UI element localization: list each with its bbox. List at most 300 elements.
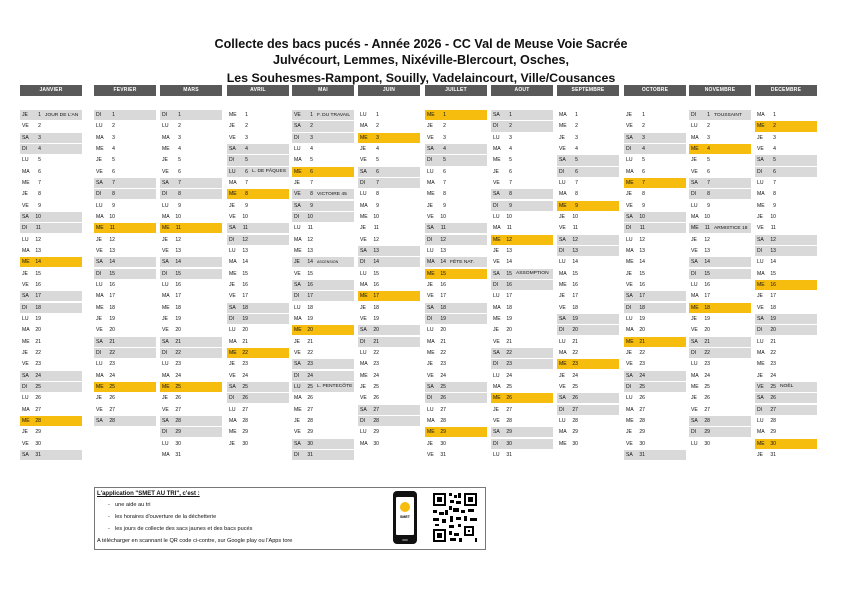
day-number: 3 [112, 134, 115, 141]
weekday-abbrev: VE [229, 372, 236, 379]
day-number: 3 [443, 134, 446, 141]
day-number: 25 [109, 383, 115, 390]
day-number: 25 [307, 383, 313, 390]
day-number: 10 [506, 214, 512, 221]
weekday-abbrev: ME [626, 338, 634, 345]
day-number: 16 [307, 282, 313, 289]
day-number: 3 [376, 134, 379, 141]
calendar-day [425, 212, 487, 222]
calendar-day [292, 144, 354, 154]
weekday-abbrev: VE [427, 372, 434, 379]
qr-code-icon[interactable] [431, 491, 479, 544]
calendar-day [292, 348, 354, 358]
weekday-abbrev: DI [559, 248, 565, 255]
day-number: 28 [639, 417, 645, 424]
calendar-day [94, 416, 156, 426]
weekday-abbrev: MA [626, 327, 634, 334]
calendar-day [94, 155, 156, 165]
weekday-abbrev: SA [360, 248, 367, 255]
weekday-abbrev: ME [626, 417, 634, 424]
day-number: 10 [572, 214, 578, 221]
weekday-abbrev: VE [559, 304, 566, 311]
calendar-day [755, 246, 817, 256]
calendar-day [292, 359, 354, 369]
day-number: 11 [572, 225, 578, 232]
calendar-day [20, 359, 82, 369]
weekday-abbrev: LU [294, 225, 301, 232]
day-number: 15 [770, 270, 776, 277]
calendar-day [624, 427, 686, 437]
day-number: 8 [245, 191, 248, 198]
day-number: 18 [639, 304, 645, 311]
weekday-abbrev: SA [229, 146, 236, 153]
weekday-abbrev: LU [559, 338, 566, 345]
calendar-day [491, 155, 553, 165]
day-number: 18 [770, 304, 776, 311]
weekday-abbrev: MA [427, 417, 435, 424]
day-number: 8 [38, 191, 41, 198]
day-number: 28 [373, 417, 379, 424]
weekday-abbrev: JE [427, 440, 433, 447]
weekday-abbrev: MA [360, 361, 368, 368]
calendar-day [425, 439, 487, 449]
day-number: 29 [440, 429, 446, 436]
calendar-day [425, 235, 487, 245]
calendar-day [491, 110, 553, 120]
day-number: 1 [642, 112, 645, 119]
calendar-day [491, 416, 553, 426]
day-number: 30 [373, 440, 379, 447]
day-number: 18 [440, 304, 446, 311]
day-number: 27 [440, 406, 446, 413]
calendar-day [20, 167, 82, 177]
weekday-abbrev: VE [691, 248, 698, 255]
calendar-day [160, 325, 222, 335]
day-number: 22 [572, 349, 578, 356]
day-number: 10 [440, 214, 446, 221]
calendar-day [227, 337, 289, 347]
day-number: 22 [639, 349, 645, 356]
day-number: 19 [506, 316, 512, 322]
weekday-abbrev: LU [96, 282, 103, 289]
day-number: 2 [509, 123, 512, 130]
weekday-abbrev: MA [559, 429, 567, 436]
weekday-abbrev: VE [493, 417, 500, 424]
weekday-abbrev: SA [427, 225, 434, 232]
weekday-abbrev: ME [162, 225, 170, 232]
calendar-day [94, 405, 156, 415]
calendar-day [358, 337, 420, 347]
weekday-abbrev: LU [360, 429, 367, 436]
day-number: 16 [242, 282, 248, 289]
weekday-abbrev: ME [691, 225, 699, 232]
weekday-abbrev: VE [691, 406, 698, 413]
day-number: 2 [245, 123, 248, 130]
day-number: 19 [704, 316, 710, 322]
weekday-abbrev: JE [626, 112, 632, 119]
day-number: 22 [307, 349, 313, 356]
calendar-day [755, 257, 817, 267]
weekday-abbrev: LU [427, 327, 434, 334]
weekday-abbrev: VE [427, 451, 434, 458]
day-number: 5 [773, 157, 776, 164]
weekday-abbrev: MA [757, 270, 765, 277]
calendar-day [20, 280, 82, 290]
calendar-day [20, 439, 82, 449]
calendar-day [227, 291, 289, 301]
weekday-abbrev: JE [229, 282, 235, 289]
calendar-day [755, 223, 817, 233]
holiday-label: VICTOIRE 45 [317, 191, 347, 197]
day-number: 5 [178, 157, 181, 164]
collection-day [425, 427, 487, 437]
day-number: 8 [443, 191, 446, 198]
weekday-abbrev: DI [691, 349, 697, 356]
calendar-day [425, 416, 487, 426]
day-number: 25 [770, 383, 776, 390]
weekday-abbrev: JE [229, 361, 235, 368]
weekday-abbrev: ME [22, 338, 30, 345]
calendar-day [491, 189, 553, 199]
day-number: 24 [373, 372, 379, 379]
calendar-day [624, 280, 686, 290]
holiday-label: ARMISTICE 18 [714, 225, 748, 231]
calendar-day [160, 337, 222, 347]
day-number: 11 [770, 225, 776, 232]
weekday-abbrev: ME [162, 146, 170, 153]
weekday-abbrev: ME [559, 282, 567, 289]
day-number: 5 [245, 157, 248, 164]
weekday-abbrev: SA [626, 214, 633, 221]
day-number: 7 [376, 180, 379, 187]
calendar-day [755, 416, 817, 426]
calendar-day [425, 133, 487, 143]
weekday-abbrev: ME [360, 372, 368, 379]
weekday-abbrev: JE [427, 361, 433, 368]
weekday-abbrev: DI [162, 349, 168, 356]
weekday-abbrev: LU [162, 282, 169, 289]
weekday-abbrev: JE [162, 395, 168, 402]
weekday-abbrev: VE [691, 327, 698, 334]
calendar-day [94, 121, 156, 131]
day-number: 3 [38, 134, 41, 141]
day-number: 22 [440, 349, 446, 356]
weekday-abbrev: DI [360, 338, 366, 345]
calendar-day [358, 348, 420, 358]
calendar-day [425, 201, 487, 211]
day-number: 26 [704, 395, 710, 402]
weekday-abbrev: LU [427, 406, 434, 413]
weekday-abbrev: JE [162, 157, 168, 164]
weekday-abbrev: LU [22, 157, 29, 164]
calendar-day [624, 416, 686, 426]
weekday-abbrev: SA [294, 202, 301, 209]
weekday-abbrev: ME [691, 304, 699, 311]
day-number: 25 [175, 383, 181, 390]
calendar-day [292, 133, 354, 143]
weekday-abbrev: SA [559, 395, 566, 402]
weekday-abbrev: JE [493, 248, 499, 255]
day-number: 12 [639, 236, 645, 243]
weekday-abbrev: ME [757, 440, 765, 447]
calendar-day [292, 314, 354, 324]
calendar-day [160, 178, 222, 188]
day-number: 29 [242, 429, 248, 436]
weekday-abbrev: LU [493, 214, 500, 221]
calendar-day [292, 405, 354, 415]
day-number: 14 [572, 259, 578, 266]
calendar-day [292, 393, 354, 403]
weekday-abbrev: MA [691, 134, 699, 141]
weekday-abbrev: MA [162, 134, 170, 141]
calendar-day [94, 246, 156, 256]
weekday-abbrev: LU [427, 168, 434, 175]
weekday-abbrev: MA [22, 327, 30, 334]
calendar-day [160, 201, 222, 211]
collection-day [425, 269, 487, 279]
calendar-day [557, 393, 619, 403]
day-number: 21 [639, 338, 645, 345]
calendar-day [624, 257, 686, 267]
weekday-abbrev: JE [229, 123, 235, 130]
calendar-day [755, 427, 817, 437]
weekday-abbrev: VE [626, 123, 633, 130]
weekday-abbrev: LU [294, 304, 301, 311]
day-number: 18 [506, 304, 512, 311]
weekday-abbrev: JE [360, 225, 366, 232]
weekday-abbrev: LU [360, 112, 367, 119]
collection-day [292, 167, 354, 177]
calendar-day [20, 144, 82, 154]
calendar-day [624, 201, 686, 211]
weekday-abbrev: SA [427, 304, 434, 311]
day-number: 14 [242, 259, 248, 266]
calendar-day [755, 212, 817, 222]
day-number: 29 [506, 429, 512, 436]
calendar-day [160, 405, 222, 415]
weekday-abbrev: ME [757, 123, 765, 130]
day-number: 21 [373, 338, 379, 345]
weekday-abbrev: DI [559, 327, 565, 334]
calendar-day [20, 235, 82, 245]
day-number: 10 [35, 214, 41, 221]
day-number: 15 [109, 270, 115, 277]
weekday-abbrev: LU [427, 248, 434, 255]
day-number: 3 [642, 134, 645, 141]
day-number: 28 [572, 417, 578, 424]
weekday-abbrev: MA [96, 293, 104, 300]
weekday-abbrev: MA [626, 406, 634, 413]
day-number: 2 [642, 123, 645, 130]
day-number: 18 [373, 304, 379, 311]
weekday-abbrev: DI [162, 191, 168, 198]
day-number: 16 [440, 282, 446, 289]
weekday-abbrev: MA [96, 134, 104, 141]
holiday-label: TOUSSAINT [714, 112, 742, 118]
day-number: 20 [440, 327, 446, 334]
weekday-abbrev: VE [294, 429, 301, 436]
day-number: 18 [109, 304, 115, 311]
day-number: 31 [639, 451, 645, 458]
weekday-abbrev: VE [294, 112, 301, 119]
calendar-day [689, 223, 751, 233]
day-number: 19 [307, 316, 313, 322]
weekday-abbrev: DI [294, 214, 300, 221]
weekday-abbrev: VE [559, 383, 566, 390]
calendar-day [20, 269, 82, 279]
calendar-day [227, 235, 289, 245]
day-number: 11 [242, 225, 248, 232]
calendar-day [94, 337, 156, 347]
calendar-day [557, 167, 619, 177]
weekday-abbrev: LU [360, 349, 367, 356]
weekday-abbrev: SA [162, 259, 169, 266]
calendar-day [160, 280, 222, 290]
day-number: 1 [509, 112, 512, 119]
weekday-abbrev: ME [559, 123, 567, 130]
day-number: 8 [310, 191, 313, 198]
weekday-abbrev: MA [493, 383, 501, 390]
weekday-abbrev: SA [229, 304, 236, 311]
weekday-abbrev: VE [757, 304, 764, 311]
day-number: 28 [704, 417, 710, 424]
weekday-abbrev: DI [360, 259, 366, 266]
day-number: 10 [770, 214, 776, 221]
weekday-abbrev: ME [22, 180, 30, 187]
day-number: 3 [773, 134, 776, 141]
day-number: 28 [175, 417, 181, 424]
weekday-abbrev: JE [22, 191, 28, 198]
calendar-day [755, 325, 817, 335]
calendar-day [491, 348, 553, 358]
day-number: 12 [175, 236, 181, 243]
weekday-abbrev: VE [22, 282, 29, 289]
calendar-day [755, 405, 817, 415]
weekday-abbrev: SA [559, 157, 566, 164]
day-number: 9 [310, 202, 313, 209]
weekday-abbrev: VE [162, 248, 169, 255]
day-number: 27 [307, 406, 313, 413]
weekday-abbrev: VE [96, 248, 103, 255]
day-number: 2 [376, 123, 379, 130]
calendar-day [491, 280, 553, 290]
day-number: 1 [443, 112, 446, 119]
day-number: 5 [642, 157, 645, 164]
weekday-abbrev: JE [626, 270, 632, 277]
day-number: 31 [307, 451, 313, 458]
weekday-abbrev: MA [294, 316, 302, 322]
day-number: 14 [35, 259, 41, 266]
day-number: 20 [242, 327, 248, 334]
day-number: 31 [506, 451, 512, 458]
day-number: 1 [575, 112, 578, 119]
calendar-day [160, 133, 222, 143]
weekday-abbrev: MA [96, 214, 104, 221]
day-number: 6 [509, 168, 512, 175]
weekday-abbrev: MA [493, 146, 501, 153]
calendar-day [689, 189, 751, 199]
day-number: 16 [704, 282, 710, 289]
calendar-day [292, 212, 354, 222]
calendar-day [358, 371, 420, 381]
weekday-abbrev: JE [559, 134, 565, 141]
day-number: 29 [35, 429, 41, 436]
calendar-day [624, 133, 686, 143]
weekday-abbrev: MA [691, 214, 699, 221]
weekday-abbrev: MA [493, 304, 501, 311]
calendar-day [491, 246, 553, 256]
weekday-abbrev: MA [162, 451, 170, 458]
calendar-day [689, 121, 751, 131]
day-number: 19 [175, 316, 181, 322]
weekday-abbrev: ME [294, 248, 302, 255]
calendar-day [689, 280, 751, 290]
day-number: 12 [35, 236, 41, 243]
weekday-abbrev: DI [162, 429, 168, 436]
weekday-abbrev: VE [559, 146, 566, 153]
day-number: 24 [242, 372, 248, 379]
day-number: 27 [242, 406, 248, 413]
weekday-abbrev: LU [22, 236, 29, 243]
weekday-abbrev: VE [360, 395, 367, 402]
day-number: 6 [245, 168, 248, 175]
weekday-abbrev: ME [559, 440, 567, 447]
calendar-day [755, 371, 817, 381]
day-number: 3 [509, 134, 512, 141]
day-number: 30 [440, 440, 446, 447]
month-column [358, 85, 420, 450]
weekday-abbrev: JE [626, 429, 632, 436]
day-number: 24 [704, 372, 710, 379]
day-number: 10 [307, 214, 313, 221]
calendar-day [755, 382, 817, 392]
weekday-abbrev: DI [626, 304, 632, 311]
calendar-day [624, 450, 686, 460]
calendar-day [160, 427, 222, 437]
weekday-abbrev: DI [96, 191, 102, 198]
weekday-abbrev: VE [96, 327, 103, 334]
day-number: 5 [112, 157, 115, 164]
collection-day [227, 189, 289, 199]
weekday-abbrev: LU [162, 361, 169, 368]
calendar-day [624, 269, 686, 279]
day-number: 25 [242, 383, 248, 390]
weekday-abbrev: DI [229, 316, 235, 322]
day-number: 21 [704, 338, 710, 345]
day-number: 23 [704, 361, 710, 368]
weekday-abbrev: MA [691, 293, 699, 300]
day-number: 25 [506, 383, 512, 390]
day-number: 31 [770, 451, 776, 458]
day-number: 13 [639, 248, 645, 255]
day-number: 21 [109, 338, 115, 345]
day-number: 12 [770, 236, 776, 243]
weekday-abbrev: SA [691, 180, 698, 187]
calendar-day [755, 314, 817, 324]
day-number: 18 [175, 304, 181, 311]
calendar-day [160, 371, 222, 381]
calendar-day [20, 110, 82, 120]
calendar-day [624, 382, 686, 392]
calendar-day [624, 189, 686, 199]
weekday-abbrev: JE [294, 259, 300, 266]
day-number: 6 [112, 168, 115, 175]
calendar-day [624, 155, 686, 165]
day-number: 22 [35, 349, 41, 356]
day-number: 15 [572, 270, 578, 277]
day-number: 10 [109, 214, 115, 221]
day-number: 30 [572, 440, 578, 447]
